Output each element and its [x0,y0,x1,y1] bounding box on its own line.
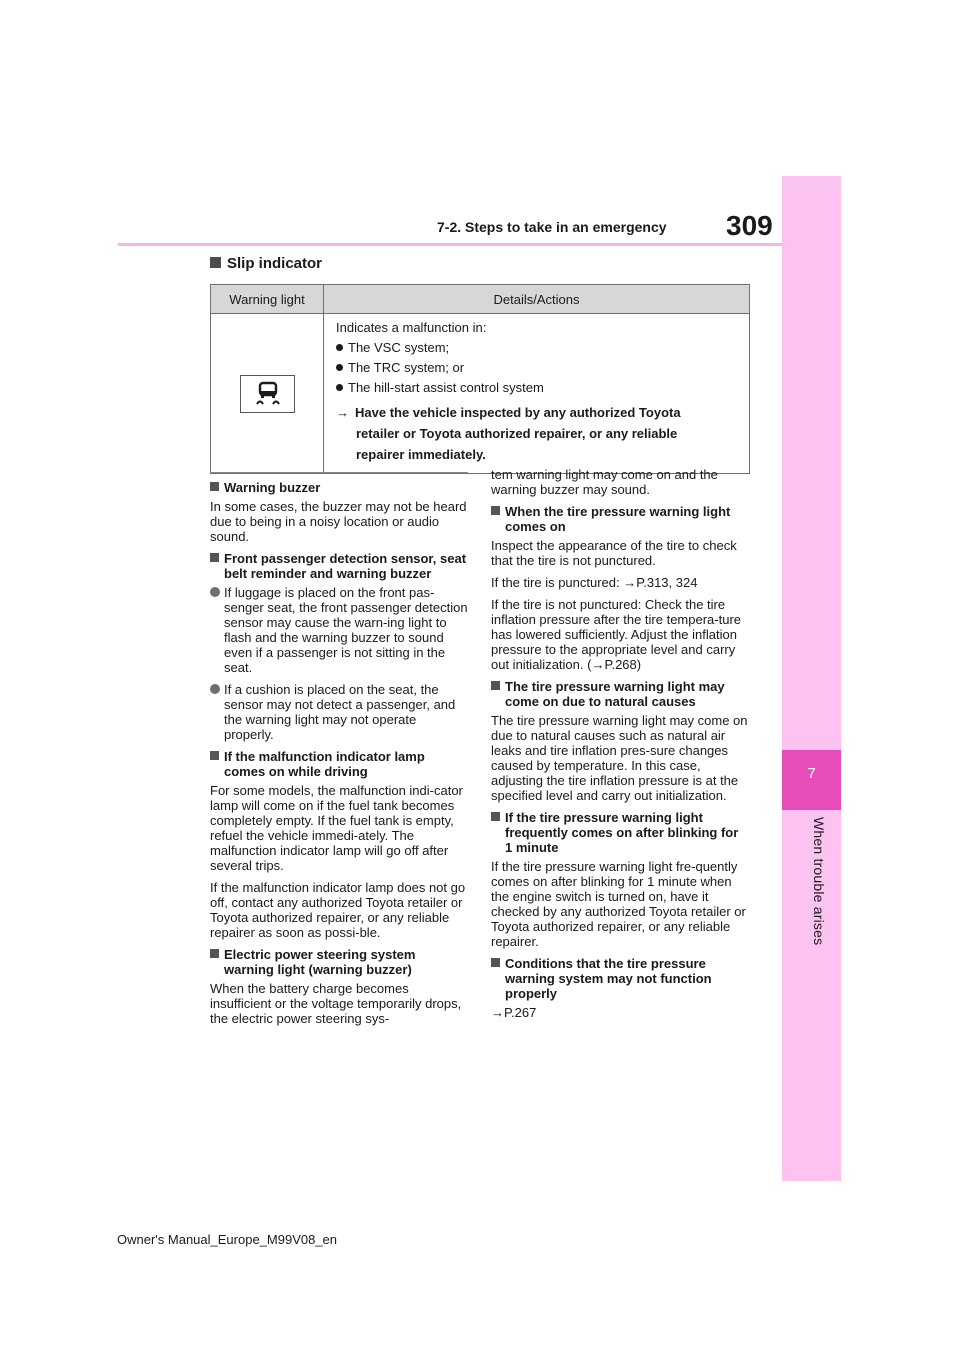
chapter-side-tab [782,176,841,1181]
note-text: When the battery charge becomes insufficient or the voltage temporarily drops, the electric power steering sys- [210,981,462,1026]
heading-square-icon [210,751,219,760]
page-reference-link[interactable]: →P.267 [491,1005,537,1020]
heading-square-icon [210,482,219,491]
footer-manual-id: Owner's Manual_Europe_M99V08_en [117,1232,338,1247]
heading-square-icon [491,958,500,967]
slip-indicator-icon [240,375,295,413]
note-text: tem warning light may come on and the warning buzzer may sound. [491,467,718,497]
heading-square-icon [491,812,500,821]
note-text: If the tire is punctured: →P.313, 324 [491,575,698,590]
heading-square-icon [210,949,219,958]
section-title: 7-2. Steps to take in an emergency [437,219,667,235]
action-line [336,402,741,423]
note-heading: Conditions that the tire pressure warning system may not function properly [491,956,749,1001]
note-text: Inspect the appearance of the tire to check that the tire is not punctured. [491,538,737,568]
chapter-title: When trouble arises [811,817,827,946]
header-divider [118,243,782,246]
notes-right-column [491,467,749,1027]
note-bullet: If luggage is placed on the front pas-senger seat, the front passenger detection sensor may cause the warn-ing light to flash and the warning buzzer to sound even if a passenger is not sitting in the seat. [210,585,468,675]
page-reference-link[interactable]: →P.313, 324 [623,575,698,590]
item-text: The TRC system; or [348,360,465,375]
slip-indicator-heading [210,255,322,272]
action-line: repairer immediately. [356,447,486,462]
header-details-actions: Details/Actions [324,285,750,314]
details-cell [324,314,750,474]
note-heading: When the tire pressure warning light comes on [491,504,749,534]
bullet-dot-icon [336,364,343,371]
details-item-vsc [336,340,741,356]
note-heading: Warning buzzer [210,480,468,495]
action-line: retailer or Toyota authorized repairer, or any reliable [356,426,678,441]
warning-light-cell [211,314,324,474]
note-text: If the tire pressure warning light fre-quently comes on after blinking for 1 minute when the engine switch is turned on, have it checked by any authorized Toyota retailer or Toyota authorized repairer, or any reliable repairer. [491,859,746,949]
heading-square-icon [491,681,500,690]
note-text: In some cases, the buzzer may not be heard due to being in a noisy location or audio sound. [210,499,467,544]
bullet-dot-icon [336,344,343,351]
item-text: The hill-start assist control system [348,380,544,395]
header-warning-light: Warning light [211,285,324,314]
heading-square-icon [210,257,221,268]
note-heading: If the tire pressure warning light frequently comes on after blinking for 1 minute [491,810,749,855]
details-item-trc [336,360,741,376]
item-text: The VSC system; [348,340,450,355]
note-text: The tire pressure warning light may come on due to natural causes such as natural air leaks and tire inflation pres-sure changes caused by temperature. In this case, adjusting the tire inflation pressure is at the specified level and carry out initialization. [491,713,748,803]
note-text: If the tire is not punctured: Check the tire inflation pressure after the tire tempera-ture has lowered sufficiently. Adjust the inflation pressure to the appropriate level and carry out initialization. (→P.268) [491,597,742,672]
heading-square-icon [210,553,219,562]
notes-divider [210,472,468,473]
note-text [491,1005,749,1020]
bullet-dot-icon [336,384,343,391]
note-text: For some models, the malfunction indi-cator lamp will come on if the fuel tank becomes completely empty. If the fuel tank is empty, refuel the vehicle immedi-ately. The malfunction indicator lamp will go off after several trips. [210,783,463,873]
page-number: 309 [726,210,773,241]
details-item-hill-start [336,380,741,396]
page-reference-link[interactable]: (→P.268) [587,657,642,672]
note-heading: Electric power steering system warning light (warning buzzer) [210,947,468,977]
heading-text: Slip indicator [227,255,323,272]
action-text: Have the vehicle inspected by any authorized Toyota [355,405,681,420]
notes-left-column [210,480,468,1033]
bullet-circle-icon [210,587,220,597]
warning-light-table [210,284,750,474]
arrow-icon: → [336,405,349,420]
note-heading: If the malfunction indicator lamp comes on while driving [210,749,468,779]
details-intro: Indicates a malfunction in: [336,320,487,335]
note-text: If the malfunction indicator lamp does not go off, contact any authorized Toyota retailer or Toyota authorized repairer, or any reliable repairer as soon as possi-ble. [210,880,466,940]
action-instruction [336,402,741,465]
note-bullet: If a cushion is placed on the seat, the sensor may not detect a passenger, and the warning light may not operate properly. [210,682,468,742]
bullet-circle-icon [210,684,220,694]
note-heading: The tire pressure warning light may come on due to natural causes [491,679,749,709]
note-heading: Front passenger detection sensor, seat belt reminder and warning buzzer [210,551,468,581]
heading-square-icon [491,506,500,515]
chapter-number: 7 [807,765,816,782]
